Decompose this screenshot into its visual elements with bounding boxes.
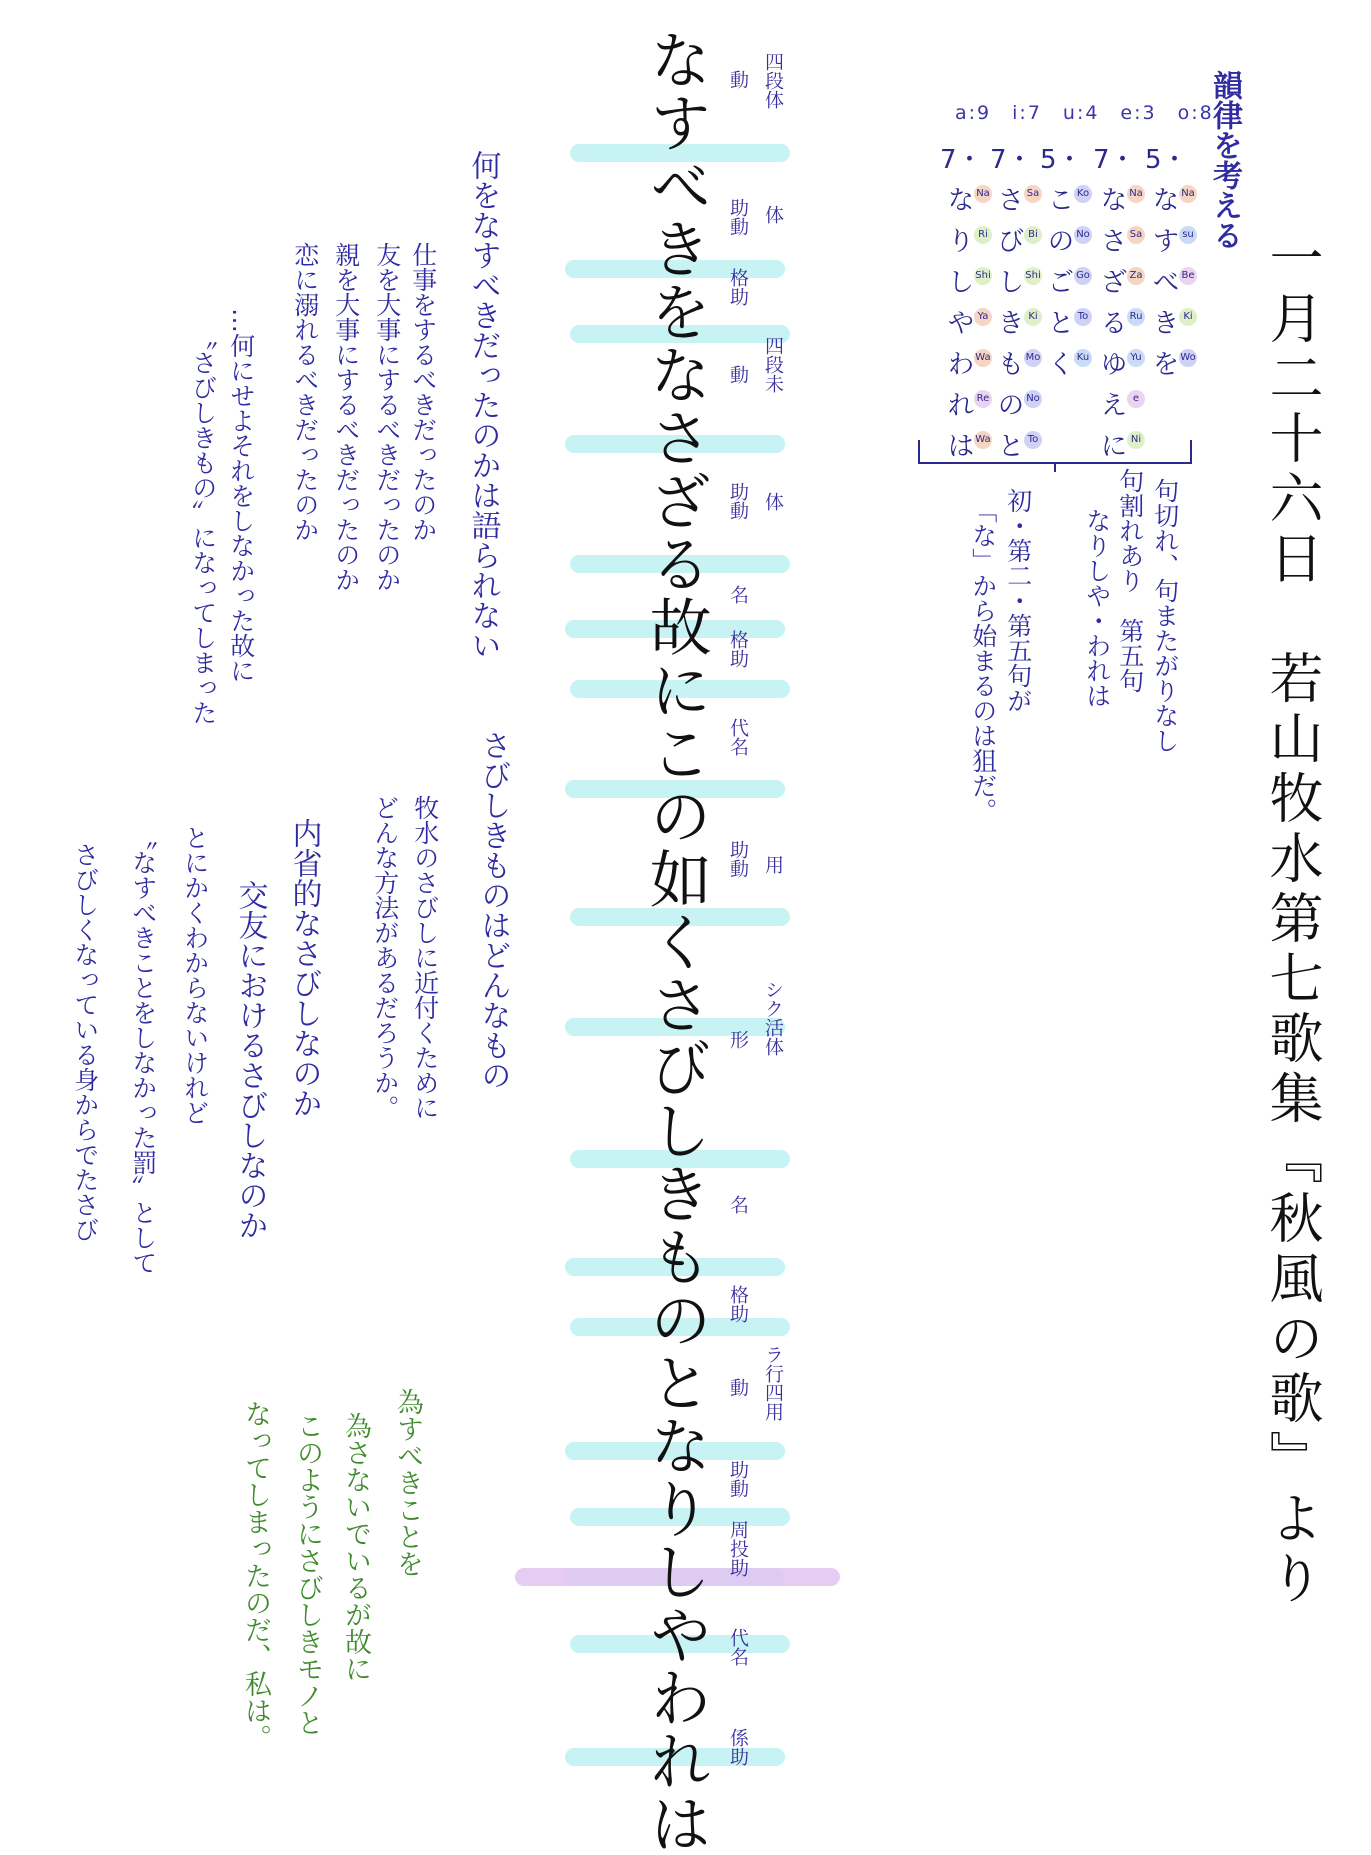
romaji-tag: No xyxy=(1024,390,1042,408)
syllable-count: 7・ xyxy=(1093,145,1136,175)
translation-4: なってしまったのだ、私は。 xyxy=(240,1400,272,1751)
grammar-label: 四段体 xyxy=(762,52,784,109)
analysis-tail-1: …何にせよそれをしなかった故に xyxy=(226,308,256,683)
rhythm-note-5: 「な」から始まるのは狙だ。 xyxy=(968,498,998,823)
grammar-label: 格助 xyxy=(727,268,749,306)
grammar-label: 代名 xyxy=(727,718,749,756)
kana-cell: る Ru xyxy=(1093,304,1135,345)
kana-cell: こ Ko xyxy=(1040,181,1082,222)
analysis-main: 何をなすべきだったのかは語られない xyxy=(465,150,501,660)
kana-cell: し Shi xyxy=(947,268,991,298)
romaji-tag: su xyxy=(1179,226,1197,244)
romaji-tag: Wo xyxy=(1179,349,1197,367)
kana-cell: も Mo xyxy=(997,350,1041,380)
rhythm-column xyxy=(990,140,1041,468)
kana-cell: と To xyxy=(1040,304,1082,345)
kana-cell: え e xyxy=(1093,386,1135,427)
romaji-tag: Ki xyxy=(1179,308,1197,326)
romaji-tag: Mo xyxy=(1024,349,1042,367)
kana-cell: わ Wa xyxy=(947,350,991,380)
romaji-tag: Na xyxy=(1127,185,1145,203)
romaji-tag: Ru xyxy=(1127,308,1145,326)
kana-cell: な Na xyxy=(1093,181,1135,222)
kana-cell: ゆ Yu xyxy=(1093,345,1135,386)
rhythm-note-3: なりしや・われは xyxy=(1082,508,1112,708)
romaji-tag: Bi xyxy=(1024,226,1042,244)
romaji-tag: Ya xyxy=(974,308,992,326)
romaji-tag: Ki xyxy=(1024,308,1042,326)
romaji-tag: Wa xyxy=(974,349,992,367)
grammar-label: 動 xyxy=(727,70,749,89)
grammar-label: 形 xyxy=(727,1030,749,1049)
grammar-label: 四段未 xyxy=(762,336,784,393)
grammar-label: 体 xyxy=(762,492,784,511)
grammar-label: 動 xyxy=(727,1378,749,1397)
grammar-label: 代名 xyxy=(727,1628,749,1666)
romaji-tag: Sa xyxy=(1127,226,1145,244)
syllable-count: 5・ xyxy=(1040,145,1083,175)
thought-1: 内省的なさびしなのか xyxy=(286,818,322,1118)
kana-cell: す su xyxy=(1145,222,1187,263)
question-main: さびしきものはどんなもの xyxy=(475,730,511,1090)
kana-cell: れ Re xyxy=(940,386,982,427)
kana-cell: は Wa xyxy=(947,432,991,462)
romaji-tag: Na xyxy=(974,185,992,203)
analysis-item-2: 友を大事にするべきだったのか xyxy=(372,242,402,592)
thought-4: 〝なすべきことをしなかった罰〟として xyxy=(128,825,158,1275)
romaji-tag: To xyxy=(1024,431,1042,449)
kana-cell: の No xyxy=(990,386,1032,427)
thought-5: さびしくなっている身からでたさび xyxy=(70,842,100,1242)
romaji-tag: Za xyxy=(1127,267,1145,285)
romaji-tag: Re xyxy=(974,390,992,408)
romaji-tag: Na xyxy=(1179,185,1197,203)
rhythm-note-4: 初・第二・第五句が xyxy=(1003,488,1033,713)
kana-cell: に Ni xyxy=(1093,427,1135,468)
thought-2: 交友におけるさびしなのか xyxy=(232,880,268,1240)
romaji-tag: e xyxy=(1127,390,1145,408)
rhythm-note-2: 句割れあり 第五句 xyxy=(1115,468,1145,693)
romaji-tag: Shi xyxy=(1024,267,1042,285)
thought-3: とにかくわからないけれど xyxy=(180,825,210,1125)
question-line-2: どんな方法があるだろうか。 xyxy=(370,795,400,1120)
analysis-item-3: 親を大事にするべきだったのか xyxy=(331,242,361,592)
kana-cell: き Ki xyxy=(990,304,1032,345)
translation-3: このようにさびしきモノと xyxy=(292,1412,324,1736)
kana-cell: を Wo xyxy=(1152,350,1196,380)
kana-cell: び Bi xyxy=(990,222,1032,263)
grammar-label: 動 xyxy=(727,365,749,384)
romaji-tag: Ku xyxy=(1074,349,1092,367)
grammar-label: 名 xyxy=(727,585,749,604)
romaji-tag: To xyxy=(1074,308,1092,326)
grammar-label: 周投助 xyxy=(727,1520,749,1577)
analysis-item-1: 仕事をするべきだったのか xyxy=(408,242,438,542)
grammar-label: 助動 xyxy=(727,198,749,236)
romaji-tag: Yu xyxy=(1127,349,1145,367)
grammar-label: 格助 xyxy=(727,1285,749,1323)
rhythm-bracket xyxy=(918,440,1192,464)
kana-cell: ざ Za xyxy=(1093,263,1135,304)
romaji-tag: Wa xyxy=(974,431,992,449)
kana-cell: な Na xyxy=(1145,181,1187,222)
kana-cell: き Ki xyxy=(1145,304,1187,345)
kana-cell: し Shi xyxy=(997,268,1041,298)
syllable-count: 7・ xyxy=(940,145,983,175)
grammar-label: 用 xyxy=(762,855,784,874)
rhythm-note-1: 句切れ、句またがりなし xyxy=(1150,478,1180,753)
question-line-1: 牧水のさびしに近付くために xyxy=(410,795,440,1120)
grammar-label: 係助 xyxy=(727,1728,749,1766)
grammar-label: 体 xyxy=(762,205,784,224)
kana-cell: と To xyxy=(990,427,1032,468)
page-title: 一月二十六日 若山牧水第七歌集『秋風の歌』より xyxy=(1261,230,1324,1610)
grammar-label: 助動 xyxy=(727,1460,749,1498)
analysis-item-4: 恋に溺れるべきだったのか xyxy=(290,242,320,542)
grammar-label: シク活体 xyxy=(762,980,784,1056)
rhythm-column xyxy=(1040,140,1090,386)
romaji-tag: Be xyxy=(1179,267,1197,285)
kana-cell: り Ri xyxy=(940,222,982,263)
kana-cell: く Ku xyxy=(1040,345,1082,386)
grammar-label: 格助 xyxy=(727,630,749,668)
romaji-tag: No xyxy=(1074,226,1092,244)
syllable-count: 7・ xyxy=(990,145,1033,175)
rhythm-column xyxy=(1145,140,1196,386)
romaji-tag: Shi xyxy=(974,267,992,285)
translation-2: 為さないでいるが故に xyxy=(340,1412,372,1682)
syllable-count: 5・ xyxy=(1145,145,1188,175)
vowel-counts: a:9 i:7 u:4 e:3 o:8 xyxy=(955,102,1214,124)
kana-cell: な Na xyxy=(940,181,982,222)
grammar-label: ラ行四用 xyxy=(762,1345,784,1421)
kana-cell: の No xyxy=(1040,222,1082,263)
kana-cell: ご Go xyxy=(1040,263,1082,304)
romaji-tag: Ko xyxy=(1074,185,1092,203)
grammar-label: 助動 xyxy=(727,482,749,520)
grammar-label: 名 xyxy=(727,1195,749,1214)
poem-text: なすべきをなさざる故にこの如くさびしきものとなりしやわれは xyxy=(639,28,713,1855)
rhythm-column xyxy=(1093,140,1143,468)
kana-cell: や Ya xyxy=(940,304,982,345)
analysis-tail-2: 〝さびしきもの〟になってしまった xyxy=(188,325,218,725)
kana-cell: さ Sa xyxy=(990,181,1032,222)
translation-1: 為すべきことを xyxy=(392,1388,424,1577)
romaji-tag: Ri xyxy=(974,226,992,244)
romaji-tag: Go xyxy=(1074,267,1092,285)
romaji-tag: Ni xyxy=(1127,431,1145,449)
kana-cell: べ Be xyxy=(1145,263,1187,304)
grammar-label: 助動 xyxy=(727,840,749,878)
rhythm-column xyxy=(940,140,991,468)
rhythm-heading: 韻律を考える xyxy=(1207,70,1242,250)
romaji-tag: Sa xyxy=(1024,185,1042,203)
kana-cell: さ Sa xyxy=(1093,222,1135,263)
